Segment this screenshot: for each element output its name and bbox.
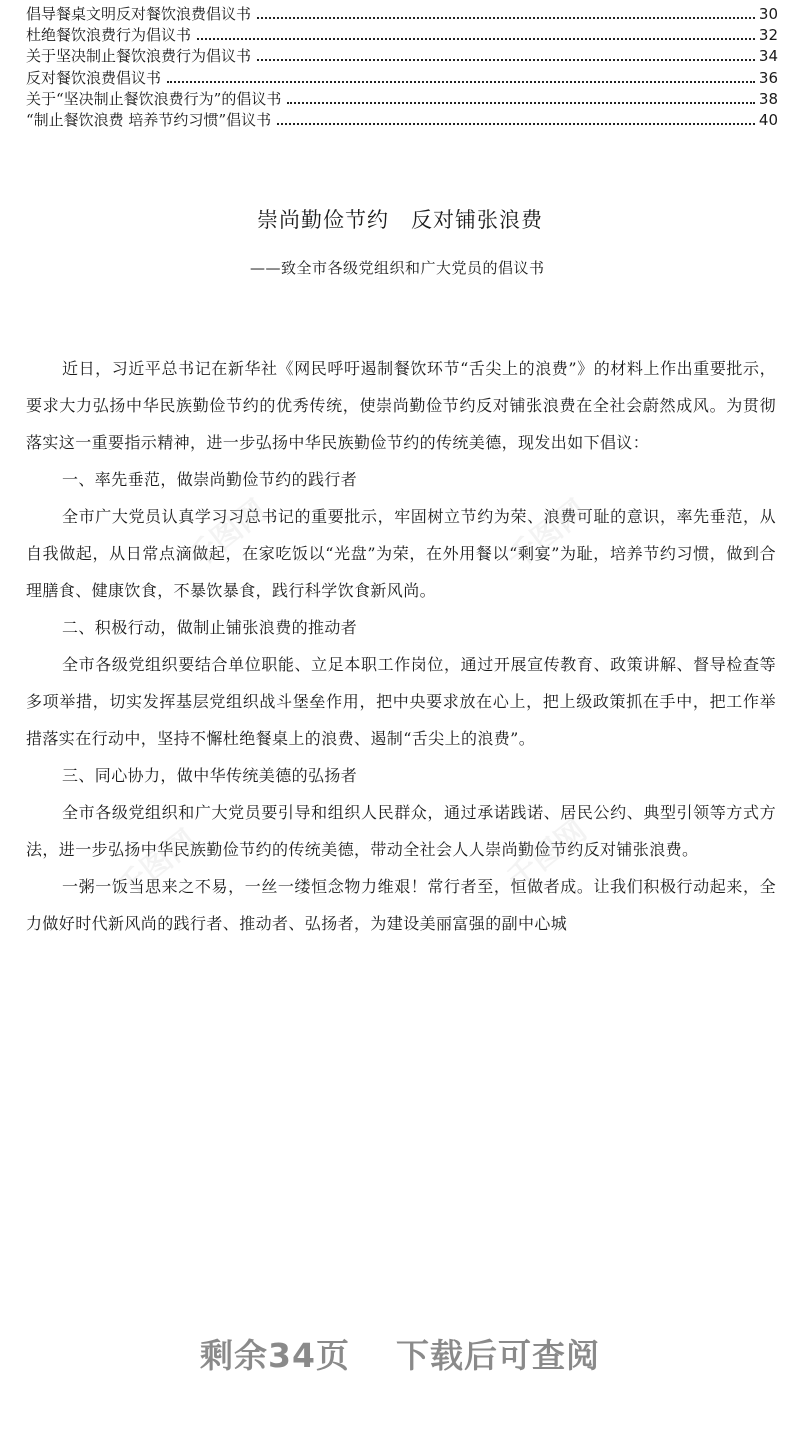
section-heading: 三、同心协力，做中华传统美德的弘扬者 <box>62 766 358 785</box>
document-body <box>26 350 776 942</box>
body-paragraph: 近日，习近平总书记在新华社《网民呼吁遏制餐饮环节“舌尖上的浪费”》的材料上作出重要批示，要求大力弘扬中华民族勤俭节约的优秀传统，使崇尚勤俭节约反对铺张浪费在全社会蔚然成风。为贯彻落实这一重要指示精神，进一步弘扬中华民族勤俭节约的传统美德，现发出如下倡议： <box>26 359 776 452</box>
toc-entry-title: 杜绝餐饮浪费行为倡议书 <box>26 26 192 45</box>
toc-entry-title: 关于“坚决制止餐饮浪费行为”的倡议书 <box>26 89 282 108</box>
toc-entry[interactable] <box>26 110 778 131</box>
toc-leader-dots <box>277 123 755 125</box>
toc-leader-dots <box>167 81 755 83</box>
toc-entry-page: 30 <box>758 5 778 23</box>
watermark-text: 千图网 <box>180 493 274 577</box>
toc-leader-dots <box>257 17 755 19</box>
table-of-contents <box>26 4 778 131</box>
toc-entry-page: 32 <box>758 26 778 45</box>
toc-leader-dots <box>197 38 755 40</box>
toc-entry-page: 36 <box>758 68 778 87</box>
toc-entry-title: 关于坚决制止餐饮浪费行为倡议书 <box>26 47 252 66</box>
body-paragraph: 全市广大党员认真学习习总书记的重要批示，牢固树立节约为荣、浪费可耻的意识，率先垂范，从自我做起，从日常点滴做起，在家吃饭以“光盘”为荣，在外用餐以“剩宴”为耻，培养节约习惯，做到合理膳食、健康饮食，不暴饮暴食，践行科学饮食新风尚。 <box>26 507 776 600</box>
body-paragraph: 一粥一饭当思来之不易，一丝一缕恒念物力维艰！常行者至，恒做者成。让我们积极行动起来，全力做好时代新风尚的践行者、推动者、弘扬者，为建设美丽富强的副中心城 <box>26 877 776 933</box>
body-paragraph: 全市各级党组织要结合单位职能、立足本职工作岗位，通过开展宣传教育、政策讲解、督导检查等多项举措，切实发挥基层党组织战斗堡垒作用，把中央要求放在心上，把上级政策抓在手中，把工作举措落实在行动中，坚持不懈杜绝餐桌上的浪费、遏制“舌尖上的浪费”。 <box>26 655 776 748</box>
toc-entry[interactable] <box>26 46 778 67</box>
toc-leader-dots <box>257 59 755 61</box>
toc-entry-page: 34 <box>758 47 778 66</box>
remaining-pages-label: 剩余34页 <box>200 1336 350 1375</box>
watermark-text: 千图网 <box>110 823 204 907</box>
section-heading: 二、积极行动，做制止铺张浪费的推动者 <box>62 618 358 637</box>
toc-entry-page: 38 <box>758 89 778 108</box>
toc-entry[interactable] <box>26 89 778 110</box>
document-subtitle: ——致全市各级党组织和广大党员的倡议书 <box>250 259 545 277</box>
toc-entry[interactable] <box>26 4 778 25</box>
download-banner[interactable] <box>0 1330 800 1377</box>
section-heading: 一、率先垂范，做崇尚勤俭节约的践行者 <box>62 470 358 489</box>
toc-entry-title: 反对餐饮浪费倡议书 <box>26 68 162 87</box>
download-hint-label: 下载后可查阅 <box>395 1336 600 1375</box>
toc-entry-title: 倡导餐桌文明反对餐饮浪费倡议书 <box>26 5 252 23</box>
body-paragraph: 全市各级党组织和广大党员要引导和组织人民群众，通过承诺践诺、居民公约、典型引领等方式方法，进一步弘扬中华民族勤俭节约的传统美德，带动全社会人人崇尚勤俭节约反对铺张浪费。 <box>26 803 776 859</box>
toc-entry-page: 40 <box>758 110 778 129</box>
toc-entry[interactable] <box>26 68 778 89</box>
toc-leader-dots <box>287 102 755 104</box>
watermark-text: 千图网 <box>500 813 594 897</box>
toc-entry[interactable] <box>26 25 778 46</box>
document-title: 崇尚勤俭节约 反对铺张浪费 <box>257 208 543 232</box>
watermark-text: 千图网 <box>500 493 594 577</box>
toc-entry-title: “制止餐饮浪费 培养节约习惯”倡议书 <box>26 110 272 129</box>
